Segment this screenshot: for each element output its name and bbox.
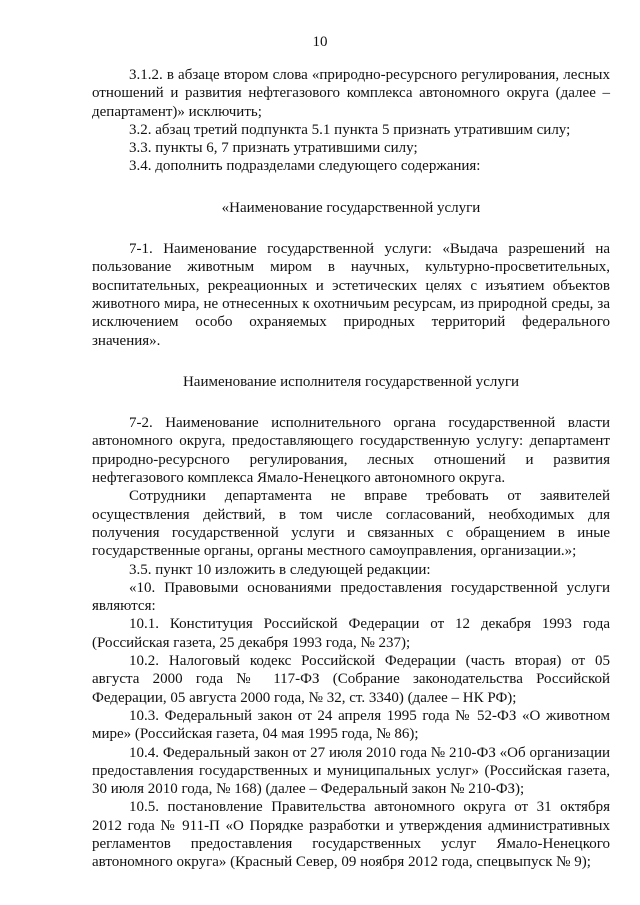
paragraph-7-2: 7-2. Наименование исполнительного органа государственной власти автономного округа, предоставляющего государственную услугу: департамент природно-ресурсного регулирования, лесных отношений и развития нефтегазового комплекса Ямало-Ненецкого автономного округа. bbox=[92, 415, 610, 487]
document-body bbox=[92, 66, 610, 872]
paragraph-10-4: 10.4. Федеральный закон от 27 июля 2010 года № 210-ФЗ «Об организации предоставления государственных и муниципальных услуг» (Российская газета, 30 июля 2010 года, № 168) (далее – Федеральный закон № 210-ФЗ); bbox=[92, 744, 610, 798]
spacer bbox=[92, 217, 610, 240]
paragraph-10-1: 10.1. Конституция Российской Федерации от 12 декабря 1993 года (Российская газета, 25 декабря 1993 года, № 237); bbox=[92, 616, 610, 651]
paragraph-3-2: 3.2. абзац третий подпункта 5.1 пункта 5 признать утратившим силу; bbox=[129, 121, 571, 138]
section-heading-service-executor: Наименование исполнителя государственной услуги bbox=[182, 373, 520, 390]
spacer bbox=[92, 176, 610, 199]
section-heading-service-name: «Наименование государственной услуги bbox=[221, 199, 481, 216]
paragraph-3-1-2: 3.1.2. в абзаце втором слова «природно-ресурсного регулирования, лесных отношений и развития нефтегазового комплекса автономного округа (далее – департамент)» исключить; bbox=[92, 67, 610, 120]
page-number: 10 bbox=[312, 34, 328, 50]
spacer bbox=[92, 391, 610, 414]
paragraph-employees: Сотрудники департамента не вправе требовать от заявителей осуществления действий, в том числе согласований, необходимых для получения государственной услуги и связанных с обращением в иные государственные органы, органы местного самоуправления, организации.»; bbox=[92, 488, 610, 560]
paragraph-3-4: 3.4. дополнить подразделами следующего содержания: bbox=[129, 158, 481, 175]
paragraph-3-5: 3.5. пункт 10 изложить в следующей редакции: bbox=[129, 561, 431, 578]
paragraph-10: «10. Правовыми основаниями предоставления государственной услуги являются: bbox=[92, 579, 610, 615]
paragraph-10-5: 10.5. постановление Правительства автономного округа от 31 октября 2012 года № 911-П «О Порядке разработки и утверждения административных регламентов предоставления государственных услуг Ямало-Ненецкого автономного округа» (Красный Север, 09 ноября 2012 года, спецвыпуск № 9); bbox=[92, 799, 610, 871]
paragraph-10-2: 10.2. Налоговый кодекс Российской Федерации (часть вторая) от 05 августа 2000 года № 117-ФЗ (Собрание законодательства Российской Федерации, 05 августа 2000 года, № 32, ст. 3340) (далее – НК РФ); bbox=[92, 653, 610, 706]
spacer bbox=[92, 350, 610, 373]
paragraph-10-3: 10.3. Федеральный закон от 24 апреля 1995 года № 52-ФЗ «О животном мире» (Российская газета, 04 мая 1995 года, № 86); bbox=[92, 707, 610, 743]
paragraph-3-3: 3.3. пункты 6, 7 признать утратившими силу; bbox=[129, 140, 418, 157]
paragraph-7-1: 7-1. Наименование государственной услуги: «Выдача разрешений на пользование животным миром в научных, культурно-просветительных, воспитательных, рекреационных и эстетических целях с изъятием объектов животного мира, не отнесенных к охотничьим ресурсам, из природной среды, за исключением особо охраняемых природных территорий федерального значения». bbox=[92, 241, 610, 349]
